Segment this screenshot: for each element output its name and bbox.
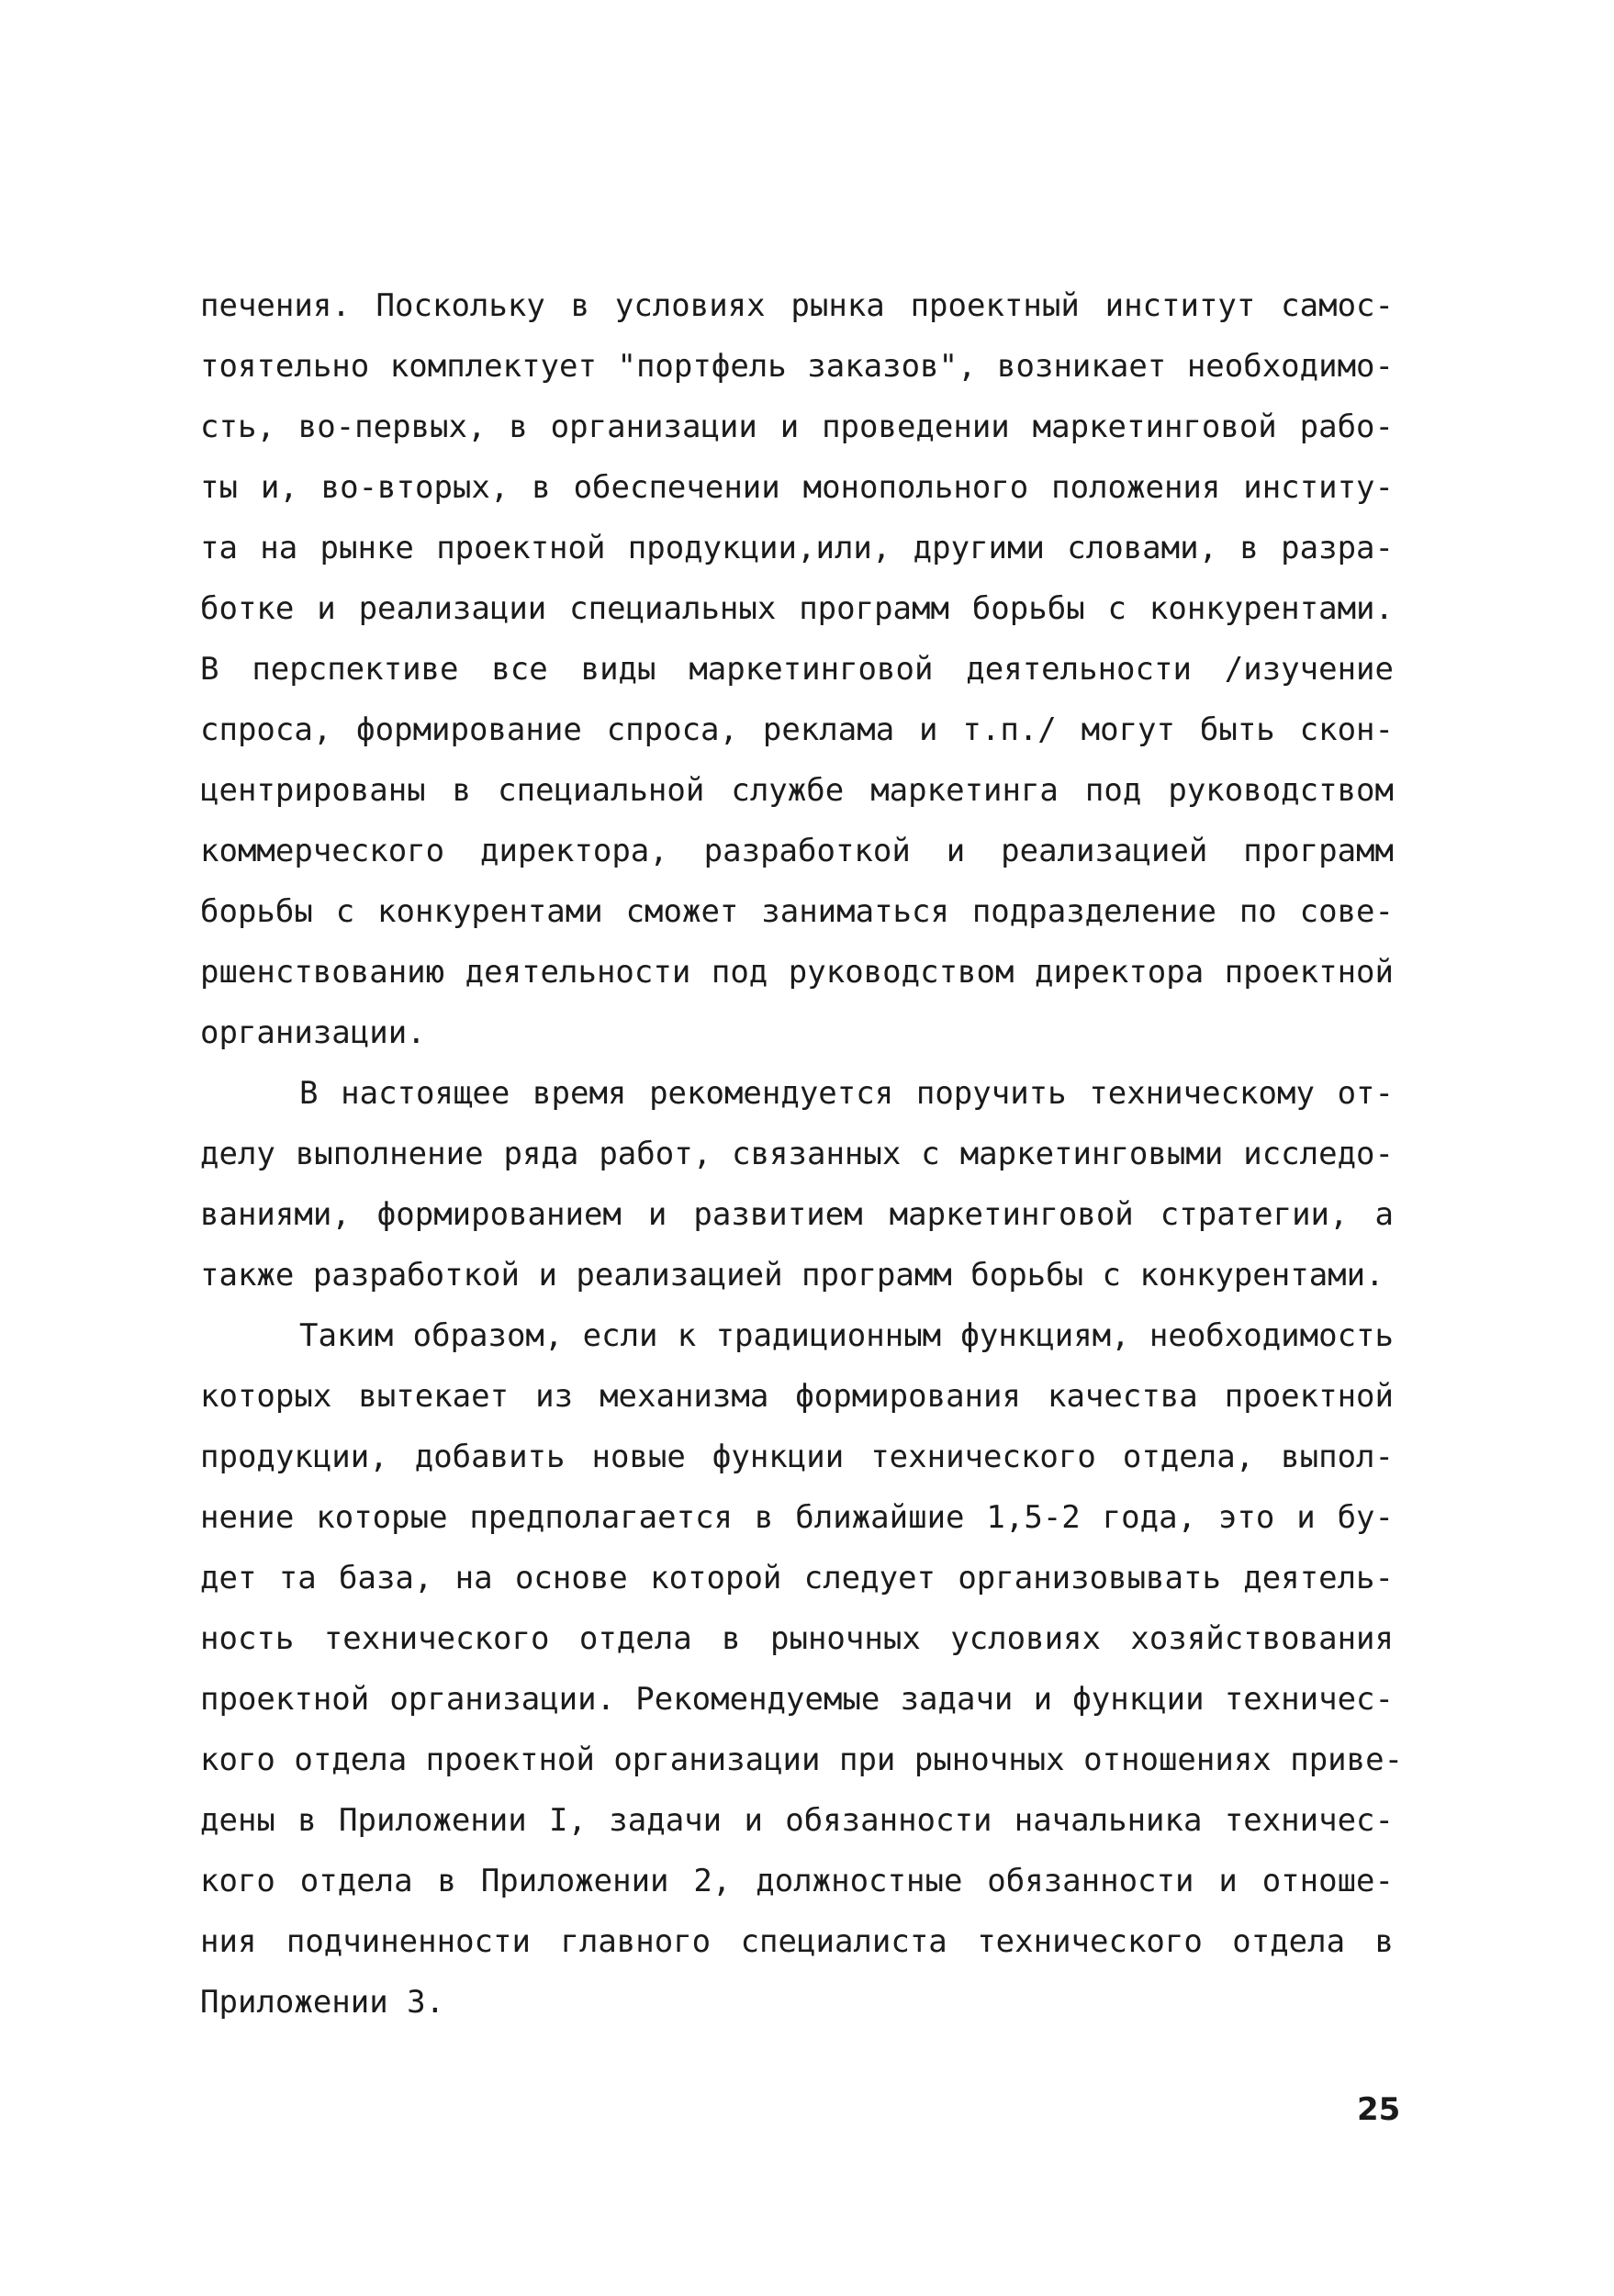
paragraph bbox=[200, 1063, 1394, 1305]
text-line: ты и, во-вторых, в обеспечении монопольного положения институ- bbox=[200, 469, 1394, 506]
text-line: Таким образом, если к традиционным функциям, необходимость bbox=[299, 1317, 1394, 1354]
text-line: ршенствованию деятельности под руководством директора проектной bbox=[200, 954, 1394, 991]
text-line: центрированы в специальной службе маркетинга под руководством bbox=[200, 772, 1394, 809]
text-line: В настоящее время рекомендуется поручить техническому от- bbox=[299, 1075, 1394, 1112]
text-line: тоятельно комплектует "портфель заказов", возникает необходимо- bbox=[200, 348, 1394, 385]
paragraph bbox=[200, 275, 1394, 1063]
text-line: коммерческого директора, разработкой и реализацией программ bbox=[200, 833, 1394, 869]
text-line: также разработкой и реализацией программ борьбы с конкурентами. bbox=[200, 1257, 1384, 1294]
text-line: организации. bbox=[200, 1014, 426, 1051]
text-line: спроса, формирование спроса, реклама и т.п./ могут быть скон- bbox=[200, 711, 1394, 748]
text-line: ния подчиненности главного специалиста технического отдела в bbox=[200, 1923, 1394, 1960]
text-line: сть, во-первых, в организации и проведении маркетинговой рабо- bbox=[200, 409, 1394, 445]
text-line: ность технического отдела в рыночных условиях хозяйствования bbox=[200, 1620, 1394, 1657]
text-line: нение которые предполагается в ближайшие 1,5-2 года, это и бу- bbox=[200, 1499, 1394, 1536]
text-line: ваниями, формированием и развитием маркетинговой стратегии, а bbox=[200, 1196, 1394, 1233]
text-line: кого отдела проектной организации при рыночных отношениях приве- bbox=[200, 1742, 1404, 1778]
text-line: кого отдела в Приложении 2, должностные обязанности и отноше- bbox=[200, 1863, 1394, 1899]
text-line: проектной организации. Рекомендуемые задачи и функции техничес- bbox=[200, 1681, 1394, 1718]
paragraph bbox=[200, 1305, 1404, 2033]
text-line: дены в Приложении I, задачи и обязанности начальника техничес- bbox=[200, 1802, 1394, 1839]
text-line: делу выполнение ряда работ, связанных с маркетинговыми исследо- bbox=[200, 1136, 1394, 1172]
text-line: борьбы с конкурентами сможет заниматься подразделение по сове- bbox=[200, 893, 1394, 930]
page-number: 25 bbox=[1357, 2091, 1401, 2128]
text-line: В перспективе все виды маркетинговой деятельности /изучение bbox=[200, 651, 1394, 688]
body-text bbox=[200, 275, 1404, 2033]
text-line: Приложении 3. bbox=[200, 1984, 445, 2021]
text-line: которых вытекает из механизма формирования качества проектной bbox=[200, 1378, 1394, 1415]
text-line: та на рынке проектной продукции,или, другими словами, в разра- bbox=[200, 530, 1394, 566]
text-line: печения. Поскольку в условиях рынка проектный институт самос- bbox=[200, 287, 1394, 324]
text-line: продукции, добавить новые функции технического отдела, выпол- bbox=[200, 1439, 1394, 1475]
text-line: ботке и реализации специальных программ борьбы с конкурентами. bbox=[200, 590, 1394, 627]
text-line: дет та база, на основе которой следует организовывать деятель- bbox=[200, 1560, 1394, 1596]
